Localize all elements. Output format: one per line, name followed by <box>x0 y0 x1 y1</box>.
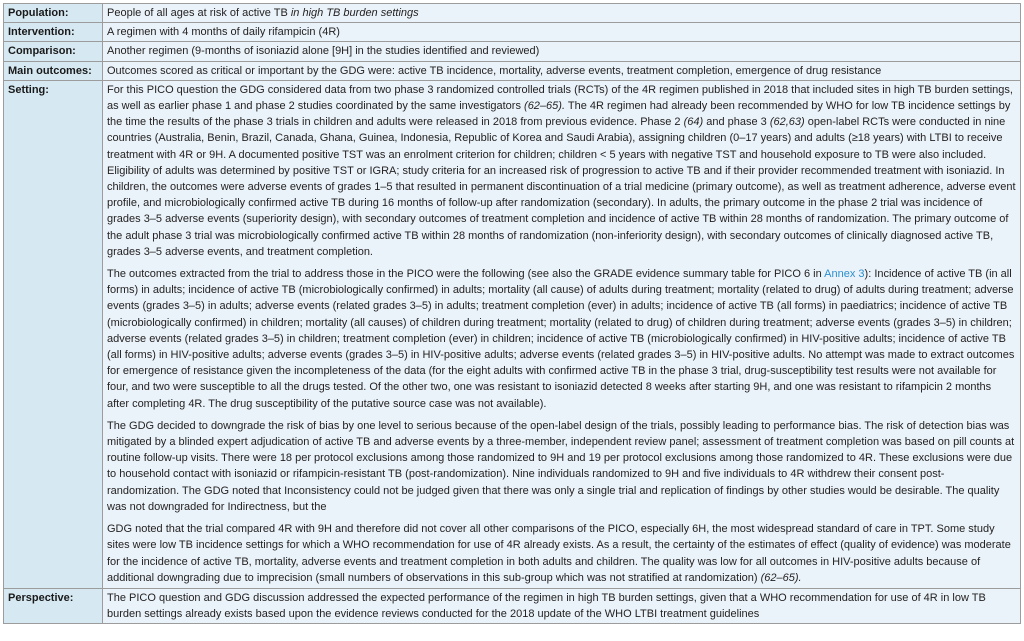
setting-p4-ref: (62–65). <box>760 571 802 584</box>
setting-paragraph-1 <box>107 82 1016 260</box>
population-value <box>103 4 1021 23</box>
row-main-outcomes <box>4 61 1021 80</box>
setting-p2-text-b: ): Incidence of active TB (in all forms) in adults; incidence of active TB (microbiologically confirmed) in adults; mortality (all cause) of adults during treatment; mortality (related to drug) of adults during treatment; adverse events (grades 3–5) in adults; adverse events (related grades 3–5) in adults; treatment completion (ever) in adults; incidence of active TB (all forms) in paediatrics; incidence of active TB (microbiologically confirmed) in children; mortality (all causes) of children during treatment; mortality (related to drug) of children during treatment; adverse events (grades 3–5) in children; adverse events (related grades 3–5) in children; treatment completion (ever) in children; incidence of active TB (microbiologically confirmed) in HIV-positive adults; incidence of active TB (all forms) in HIV-positive adults; adverse events (grades 3–5) in HIV-positive adults; adverse events (related grades 3–5) in HIV-positive adults. No attempt was made to extract outcomes for emergence of resistance given the incompleteness of the data (for the eight adults with confirmed active TB in the phase 3 trial, drug-susceptibility test results were not available for four, and two were susceptible to all the drugs tested. Of the other two, one was resistant to isoniazid detected 8 weeks after starting 9H, and one was resistant to rifampicin 2 months after completing 4R. The drug susceptibility of the putative source case was not available). <box>107 268 1015 410</box>
population-label: Population: <box>4 4 103 23</box>
main-outcomes-value: Outcomes scored as critical or important by the GDG were: active TB incidence, mortality, adverse events, treatment completion, emergence of drug resistance <box>103 61 1021 80</box>
row-population <box>4 4 1021 23</box>
comparison-value: Another regimen (9-months of isoniazid alone [9H] in the studies identified and reviewed) <box>103 42 1021 61</box>
setting-paragraph-4 <box>107 521 1016 586</box>
setting-p4-text-a: GDG noted that the trial compared 4R with 9H and therefore did not cover all other comparisons of the PICO, especially 6H, the most widespread standard of care in TPT. Some study sites were low TB incidence settings for which a WHO recommendation for use of 4R already exists. As a result, the certainty of the estimates of effect (quality of evidence) was moderate for the incidence of active TB, mortality, adverse events and treatment completion in both adults and children. The quality was low for all outcomes in HIV-positive adults because of additional downgrading due to imprecision (small numbers of observations in this sub-group which was not stratified at randomization) <box>107 523 1011 584</box>
population-text-italic: in high TB burden settings <box>290 7 419 19</box>
row-intervention <box>4 23 1021 42</box>
setting-p1-ref-3: (62,63) <box>769 116 805 129</box>
setting-p1-text-b: The 4R regimen had already been recommended by WHO for low TB incidence settings by the time the results of the phase 3 trials in children and adults were released in 2018 from previous evidence. Phase 2 <box>107 100 1011 129</box>
intervention-label: Intervention: <box>4 23 103 42</box>
pico-table <box>3 3 1021 624</box>
perspective-label: Perspective: <box>4 588 103 623</box>
setting-p1-ref-1: (62–65). <box>524 100 566 113</box>
population-text: People of all ages at risk of active TB <box>107 7 291 19</box>
setting-value <box>103 80 1021 588</box>
intervention-value: A regimen with 4 months of daily rifampicin (4R) <box>103 23 1021 42</box>
main-outcomes-label: Main outcomes: <box>4 61 103 80</box>
row-comparison <box>4 42 1021 61</box>
comparison-label: Comparison: <box>4 42 103 61</box>
setting-p1-text-d: open-label RCTs were conducted in nine countries (Australia, Benin, Brazil, Canada, Ghana, Guinea, Indonesia, Republic of Korea and Saudi Arabia), assigning children (0–17 years) and adults (≥18 years) with LTBI to receive treatment with 4R or 9H. A documented positive TST was an enrolment criterion for children; children < 5 years with negative TST and household exposure to TB were also included. Eligibility of adults was determined by positive TST or IGRA; study criteria for an increased risk of progression to active TB and if their provider recommended treatment with isoniazid. In children, the outcomes were adverse events of grades 1–5 that resulted in permanent discontinuation of a trial medicine (primary outcome), as well as treatment adherence, adverse event profile, and microbiologically confirmed active TB during 16 months of follow-up after randomization (secondary). In adults, the primary outcome in the phase 2 trial was incidence of grades 3–5 adverse events (superiority design), with secondary outcomes of treatment completion and incidence of active TB within 28 months of randomization. The primary outcome of the adult phase 3 trial was microbiologically confirmed active TB within 28 months of randomization (non-inferiority design), with secondary outcomes of clinically diagnosed active TB, grades 3–5 adverse events, and treatment completion. <box>107 116 1016 258</box>
setting-p1-ref-2: (64) <box>683 116 704 129</box>
row-setting <box>4 80 1021 588</box>
setting-p1-text-a: For this PICO question the GDG considered data from two phase 3 randomized controlled trials (RCTs) of the 4R regimen published in 2018 that included sites in high TB burden settings, as well as earlier phase 1 and phase 2 studies coordinated by the same investigators <box>107 83 1013 113</box>
setting-label: Setting: <box>4 80 103 588</box>
setting-p1-text-c: and phase 3 <box>703 116 770 129</box>
annex-3-link[interactable]: Annex 3 <box>824 268 865 281</box>
perspective-value: The PICO question and GDG discussion addressed the expected performance of the regimen in high TB burden settings, given that a WHO recommendation for use of 4R in low TB burden settings already exists based upon the evidence reviews conducted for the 2018 update of the WHO LTBI treatment guidelines <box>103 588 1021 623</box>
setting-p2-text-a: The outcomes extracted from the trial to address those in the PICO were the following (see also the GRADE evidence summary table for PICO 6 in <box>107 268 825 281</box>
setting-paragraph-2 <box>107 266 1016 412</box>
setting-paragraph-3: The GDG decided to downgrade the risk of bias by one level to serious because of the open-label design of the trials, possibly leading to performance bias. The risk of detection bias was mitigated by a blinded expert adjudication of active TB and adverse events by a three-member, independent review panel; assessment of treatment completion was based on pill counts at routine follow-up visits. There were 18 per protocol exclusions among those randomized to 9H and 19 per protocol exclusions among those randomized to 4R. These exclusions were due to household contact with isoniazid or rifampicin-resistant TB (post-randomization). Nine individuals randomized to 9H and five individuals to 4R withdrew their consent post-randomization. The GDG noted that Inconsistency could not be judged given that there was only a single trial and replication of findings by other studies would be desirable. The quality was not downgraded for Indirectness, but the <box>107 419 1015 513</box>
row-perspective <box>4 588 1021 623</box>
